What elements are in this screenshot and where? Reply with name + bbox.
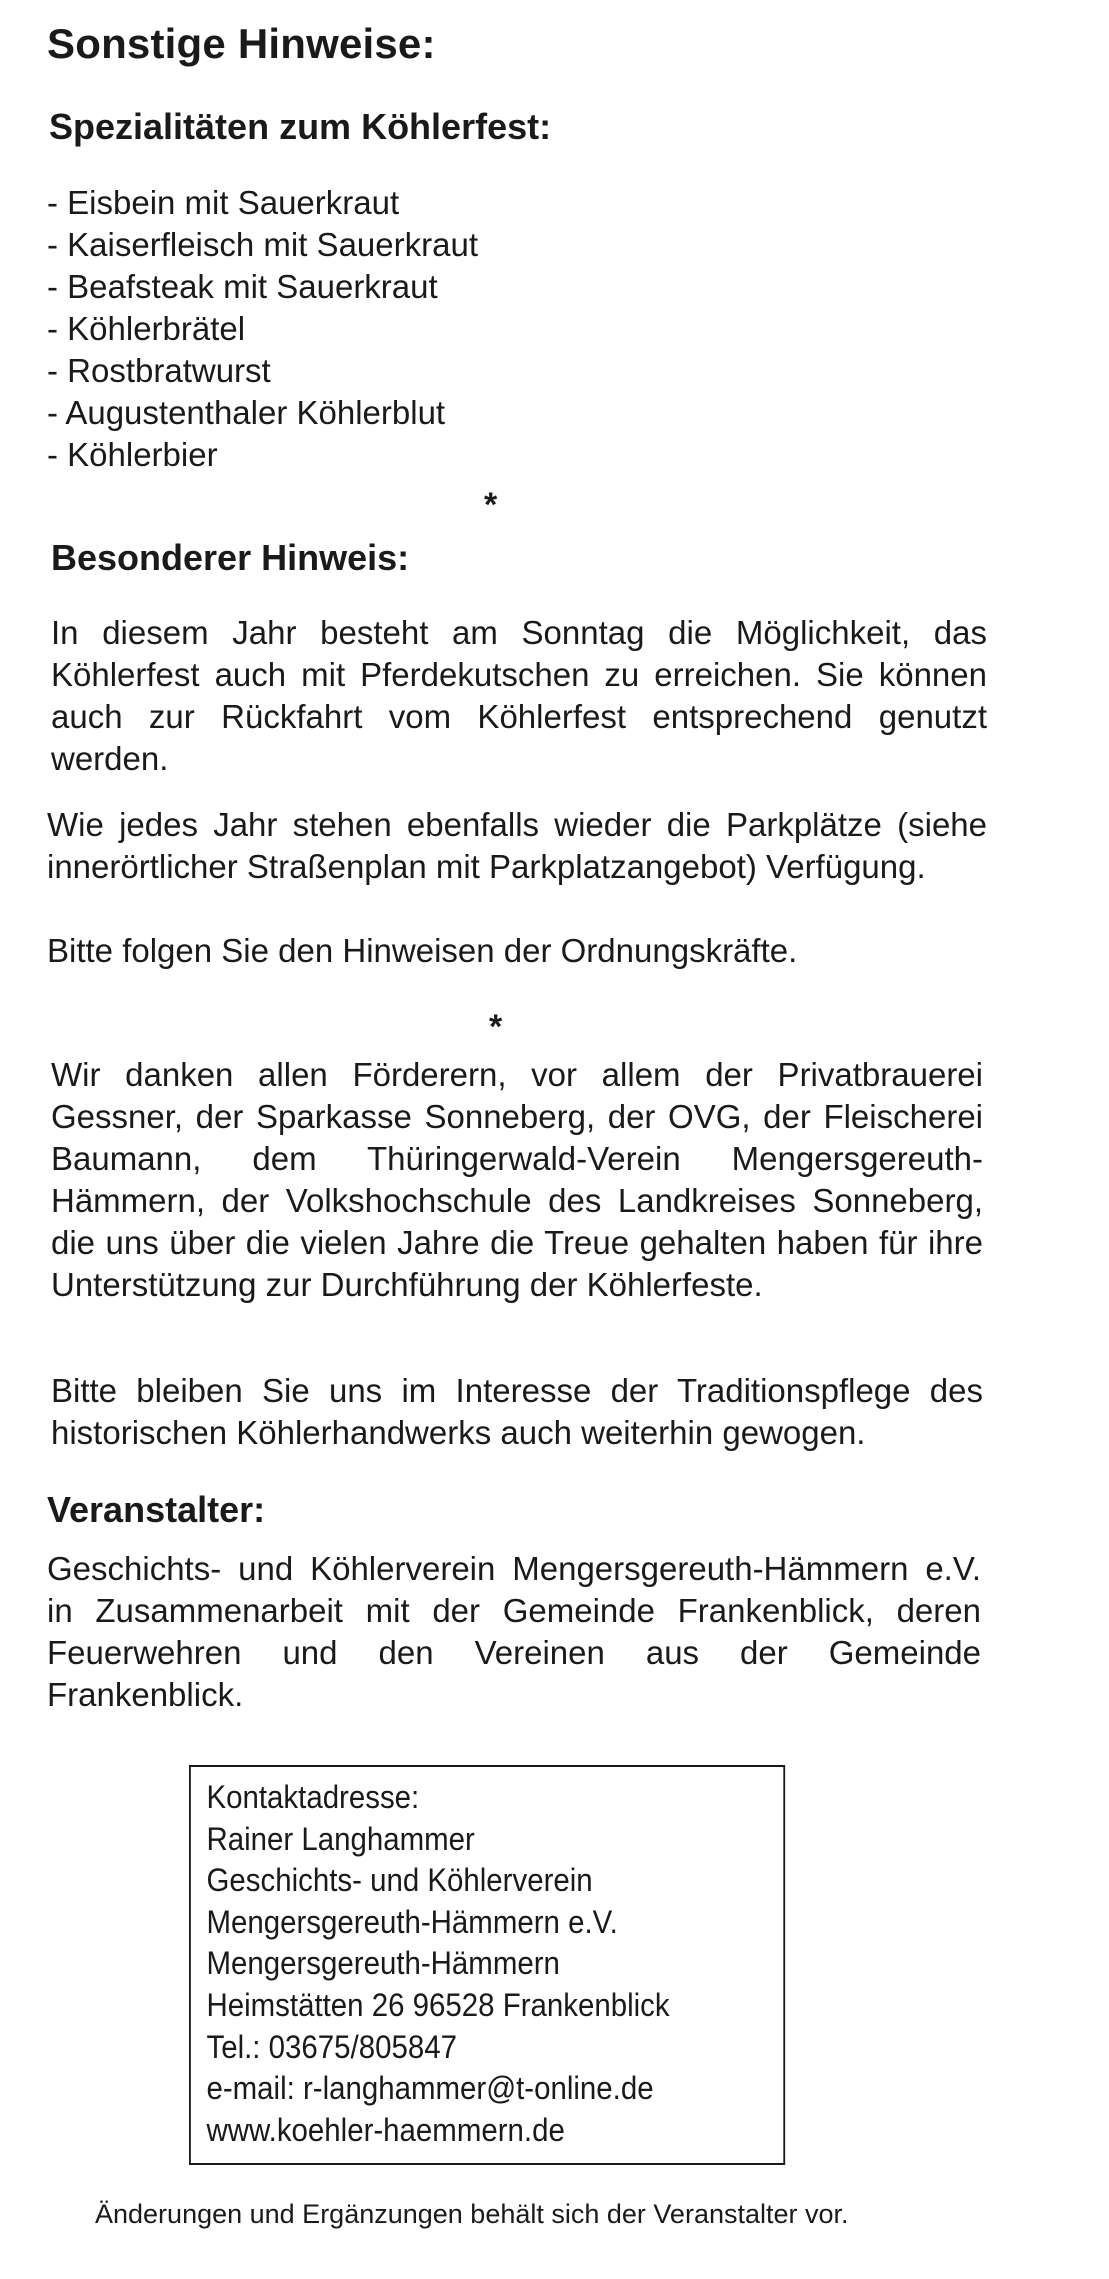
contact-street: Heimstätten 26 96528 Frankenblick	[206, 1986, 670, 2023]
contact-heading: Kontaktadresse:	[206, 1779, 420, 1815]
separator-star: *	[489, 1008, 503, 1046]
specialties-list	[47, 182, 478, 476]
specialties-heading: Spezialitäten zum Köhlerfest:	[49, 106, 552, 147]
thanks-paragraph: Wir danken allen Förderern, vor allem der Privatbrauerei Gessner, der Sparkasse Sonneberg, der OVG, der Fleischerei Baumann, dem Thüringerwald-Verein Mengersgereuth-Hämmern, der Volkshochschule des Landkreises Sonneberg, die uns über die vielen Jahre die Treue gehalten haben für ihre Unterstützung zur Durchführung der Köhlerfeste.	[51, 1056, 983, 1303]
special-note-heading: Besonderer Hinweis:	[51, 537, 410, 578]
contact-website: www.koehler-haemmern.de	[206, 2111, 565, 2148]
contact-organization-line2: Mengersgereuth-Hämmern e.V.	[206, 1903, 618, 1940]
contact-organization: Geschichts- und Köhlerverein	[206, 1862, 593, 1899]
page-title: Sonstige Hinweise:	[47, 20, 436, 67]
list-item: - Eisbein mit Sauerkraut	[47, 184, 400, 221]
list-item: - Kaiserfleisch mit Sauerkraut	[47, 226, 478, 263]
contact-town: Mengersgereuth-Hämmern	[206, 1945, 560, 1982]
parking-paragraph: Wie jedes Jahr stehen ebenfalls wieder die Parkplätze (siehe innerörtlicher Straßenplan mit Parkplatzangebot) Verfügung.	[47, 806, 987, 885]
list-item: - Köhlerbrätel	[47, 310, 246, 347]
list-item: - Augustenthaler Köhlerblut	[47, 394, 446, 431]
contact-box	[189, 1765, 785, 2165]
footer-note: Änderungen und Ergänzungen behält sich der Veranstalter vor.	[95, 2199, 849, 2229]
contact-phone: Tel.: 03675/805847	[206, 2028, 457, 2065]
thanks-closing-paragraph: Bitte bleiben Sie uns im Interesse der Traditionspflege des historischen Köhlerhandwerks auch weiterhin gewogen.	[51, 1372, 983, 1451]
contact-email: e-mail: r-langhammer@t-online.de	[206, 2070, 654, 2107]
list-item: - Rostbratwurst	[47, 352, 271, 389]
special-note-paragraph: In diesem Jahr besteht am Sonntag die Möglichkeit, das Köhlerfest auch mit Pferdekutschen zu erreichen. Sie können auch zur Rückfahrt vom Köhlerfest entsprechend genutzt werden.	[51, 614, 987, 777]
list-item: - Beafsteak mit Sauerkraut	[47, 268, 438, 305]
organizer-heading: Veranstalter:	[47, 1489, 266, 1530]
organizer-text: Geschichts- und Köhlerverein Mengersgereuth-Hämmern e.V. in Zusammenarbeit mit der Gemeinde Frankenblick, deren Feuerwehren und den Vereinen aus der Gemeinde Frankenblick.	[47, 1550, 981, 1713]
list-item: - Köhlerbier	[47, 436, 218, 473]
separator-star: *	[484, 486, 498, 524]
contact-name: Rainer Langhammer	[206, 1820, 475, 1857]
order-note: Bitte folgen Sie den Hinweisen der Ordnungskräfte.	[47, 932, 798, 969]
